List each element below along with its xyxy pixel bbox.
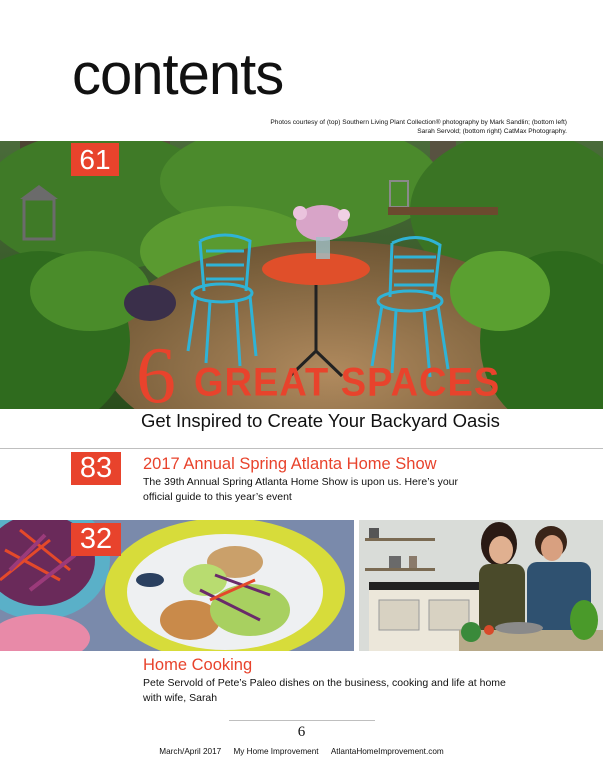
footer-magazine: My Home Improvement xyxy=(233,747,319,756)
footer-divider xyxy=(229,720,375,721)
section-divider xyxy=(0,448,603,449)
home-cooking-description: Pete Servold of Pete’s Paleo dishes on the business, cooking and life at home with wife, Sarah xyxy=(143,677,506,704)
page-badge-83: 83 xyxy=(71,452,121,485)
headline-number: 6 xyxy=(136,332,176,420)
feature-headline: GREAT SPACES xyxy=(194,360,501,406)
page-number: 6 xyxy=(297,724,306,740)
page-title: contents xyxy=(72,42,284,107)
couple-kitchen-photo xyxy=(359,520,603,651)
home-cooking-title: Home Cooking xyxy=(143,656,253,674)
footer xyxy=(0,747,603,756)
footer-issue: March/April 2017 xyxy=(159,747,222,756)
home-show-title: 2017 Annual Spring Atlanta Home Show xyxy=(143,455,437,473)
feature-subtitle: Get Inspired to Create Your Backyard Oasis xyxy=(141,410,500,431)
photo-credits: Photos courtesy of (top) Southern Living Plant Collection® photography by Mark Sandlin; (bottom left) Sarah Servold; (bottom right) CatMax Photography. xyxy=(270,119,567,135)
footer-website: AtlantaHomeImprovement.com xyxy=(330,747,444,756)
home-show-description: The 39th Annual Spring Atlanta Home Show is upon us. Here’s your official guide to this year’s event xyxy=(143,476,458,503)
food-photo xyxy=(0,520,354,651)
page-badge-32: 32 xyxy=(71,523,121,556)
page-badge-61: 61 xyxy=(71,143,119,176)
